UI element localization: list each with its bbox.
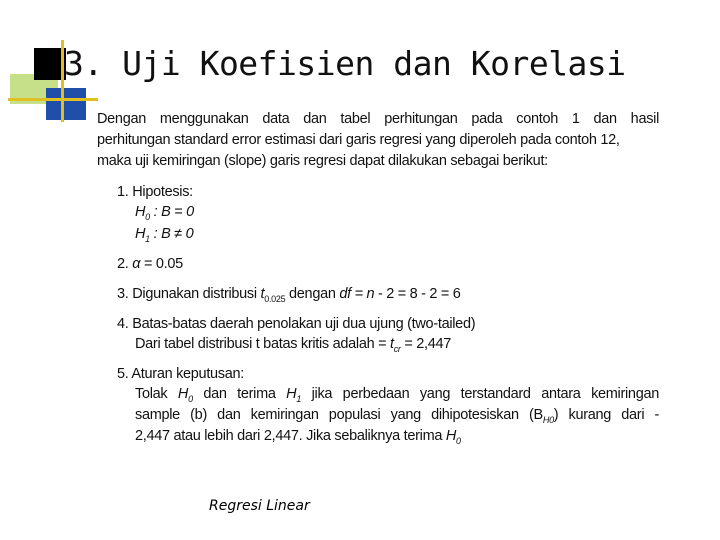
hypothesis-h0: $H_0$ : B = 0 [135, 204, 194, 222]
intro-line-1: Dengan menggunakan data dan tabel perhitungan pada contoh 1 dan hasil [97, 111, 659, 127]
step5-label: 5. Aturan keputusan: [117, 366, 245, 382]
step5-line-2: sample (b) dan kemiringan populasi yang dihipotesiskan $(B_{H0})$ kurang dari - [135, 407, 659, 425]
step5-line-3: 2,447 atau lebih dari 2,447. Jika sebaliknya terima $H_0$ [135, 428, 461, 446]
hypothesis-h1: $H_1$ : B ≠ 0 [135, 226, 194, 244]
slide-title: 3. Uji Koefisien dan Korelasi [64, 44, 626, 83]
step3-distribution: 3. Digunakan distribusi $t_{0.025}$ dengan df = n - 2 = 8 - 2 = 6 [117, 286, 461, 304]
slide-footer: Regresi Linear [209, 498, 310, 514]
step1-label: 1. Hipotesis: [117, 184, 193, 200]
step4-line-1: 4. Batas-batas daerah penolakan uji dua ujung (two-tailed) [117, 316, 476, 332]
step4-line-2: Dari tabel distribusi t batas kritis adalah = $t_{cr} = 2,447$ [135, 336, 452, 354]
intro-line-2: perhitungan standard error estimasi dari garis regresi yang diperoleh pada contoh 12, [97, 132, 620, 148]
step2-alpha: 2. α = 0.05 [117, 256, 183, 272]
decor-horizontal-line [8, 98, 98, 101]
step5-line-1: Tolak $H_0$ dan terima $H_1$ jika perbedaan yang terstandard antara kemiringan [135, 386, 659, 404]
decor-blue-square [46, 88, 86, 120]
intro-line-3: maka uji kemiringan (slope) garis regresi dapat dilakukan sebagai berikut: [97, 153, 548, 169]
